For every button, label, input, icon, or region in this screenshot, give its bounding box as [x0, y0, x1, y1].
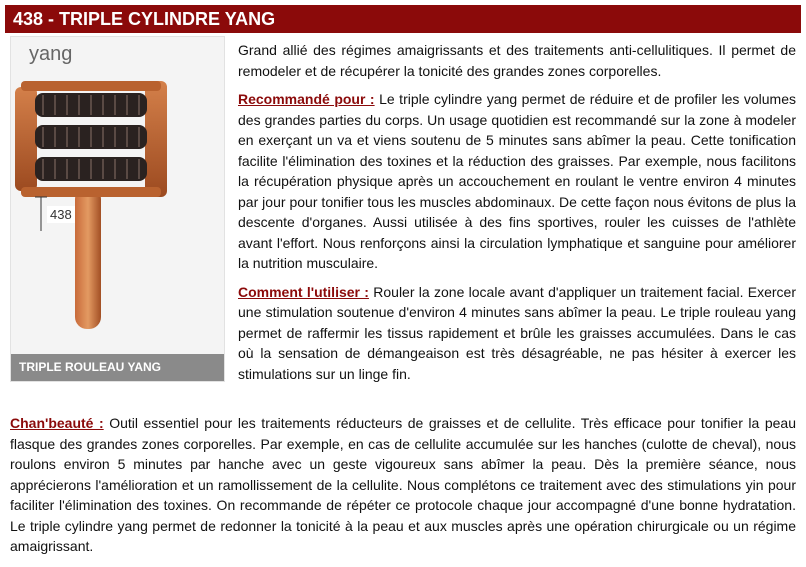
recommande-label: Recommandé pour :	[238, 91, 375, 107]
triple-roller-illustration	[11, 37, 225, 357]
utiliser-text: Rouler la zone locale avant d'appliquer un traitement facial. Exercer une stimulation soutenue d'environ 4 minutes sans abîmer la peau. Le triple rouleau yang permet de raffermir les tissus rapidement et brûle les graisses accumulées. Dans le cas où la sensation de démangeaison est très désagréable, ne pas hésiter à exercer les stimulations sur un linge fin.	[238, 283, 796, 382]
page-title: 438 - TRIPLE CYLINDRE YANG	[5, 5, 801, 33]
utiliser-paragraph	[238, 282, 796, 385]
product-number-label: 438	[47, 206, 75, 223]
description-column	[238, 40, 796, 392]
product-figure	[10, 36, 225, 382]
intro-paragraph: Grand allié des régimes amaigrissants et des traitements anti-cellulitiques. Il permet de remodeler et de récupérer la tonicité des grandes zones corporelles.	[238, 42, 796, 79]
figure-caption: TRIPLE ROULEAU YANG	[11, 354, 224, 381]
beaute-text: Outil essentiel pour les traitements réducteurs de graisses et de cellulite. Très efficace pour tonifier la peau flasque des grandes zones corporelles. Par exemple, en cas de cellulite accumulée sur les hanches (culotte de cheval), nous roulons environ 5 minutes par hanche avec un geste vigoureux sans abîmer la peau. Dès la première séance, nous apprécierons l'amélioration et un ramollissement de la cellulite. Nous complétons ce traitement avec des stimulations yin pour faciliter l'élimination des toxines. On recommande de répéter ce protocole chaque jour accompagné d'une bonne hydratation. Le triple cylindre yang permet de redonner la tonicité à la peau et aux muscles après une opération chirurgicale ou un régime amaigrissant.	[10, 415, 796, 554]
beaute-section	[10, 413, 796, 557]
beaute-paragraph	[10, 413, 796, 557]
utiliser-label: Comment l'utiliser :	[238, 283, 369, 300]
recommande-text: Le triple cylindre yang permet de réduire et de profiler les volumes des grandes parties du corps. Un usage quotidien est recommandé sur la zone à modeler en exerçant un va et viens soutenu de 5 minutes sans abîmer la peau. Cette tonification facilite l'élimination des toxines et la réduction des graisses. Par exemple, nous facilitons la récupération physique après un accouchement en roulant le ventre environ 4 minutes par jour pour tonifier tous les muscles abdominaux. De cette façon nous évitons de plus la descente d'organes. Aussi utilisée à des fins sportives, rouler les cuisses de l'athlète avant l'effort. Nous renforçons ainsi la circulation lymphatique et sanguine pour améliorer la nutrition musculaire.	[238, 91, 796, 271]
figure-word: yang	[29, 43, 73, 65]
recommande-paragraph	[238, 89, 796, 274]
beaute-label: Chan'beauté :	[10, 415, 104, 431]
